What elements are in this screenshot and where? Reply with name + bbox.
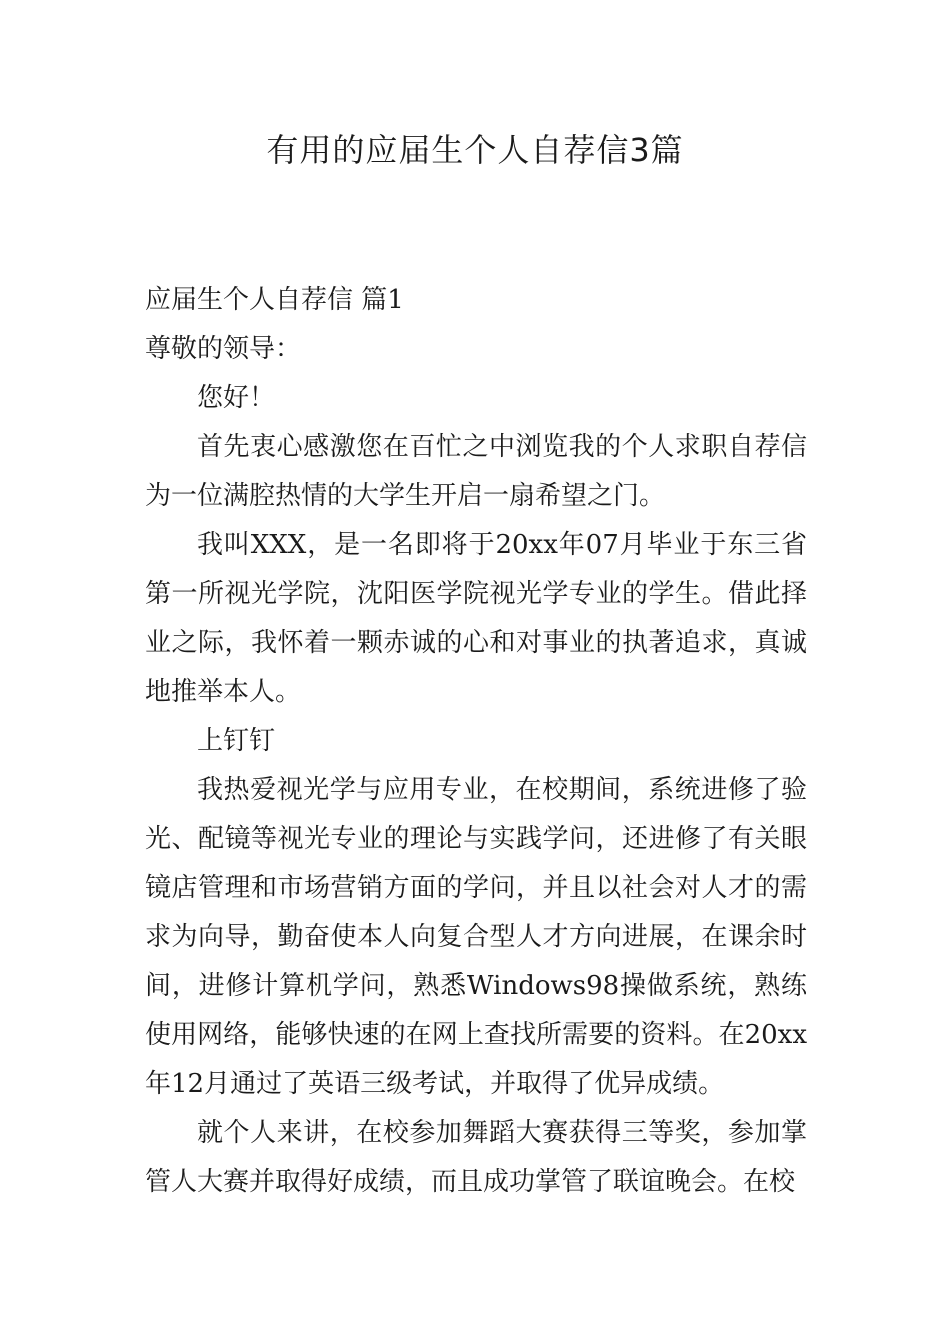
document-body [145,276,807,1207]
paragraph-studies: 我热爱视光学与应用专业，在校期间，系统进修了验光、配镜等视光专业的理论与实践学问，还进修了有关眼镜店管理和市场营销方面的学问，并且以社会对人才的需求为向导，勤奋使本人向复合型人才方向进展，在课余时间，进修计算机学问，熟悉Windows98操做系统，熟练使用网络，能够快速的在网上查找所需要的资料。在20xx年12月通过了英语三级考试，并取得了优异成绩。 [145,775,807,1099]
document-title: 有用的应届生个人自荐信3篇 [266,131,684,169]
paragraph-short-note: 上钉钉 [197,726,276,756]
section-heading: 应届生个人自荐信 篇1 [145,285,404,315]
paragraph-introduction: 我叫XXX，是一名即将于20xx年07月毕业于东三省第一所视光学院，沈阳医学院视光学专业的学生。借此择业之际，我怀着一颗赤诚的心和对事业的执著追求，真诚地推举本人。 [145,530,807,707]
greeting: 您好！ [197,383,276,413]
paragraph-activities: 就个人来讲，在校参加舞蹈大赛获得三等奖，参加掌管人大赛并取得好成绩，而且成功掌管了联谊晚会。在校 [145,1118,807,1197]
paragraph-gratitude: 首先衷心感激您在百忙之中浏览我的个人求职自荐信为一位满腔热情的大学生开启一扇希望之门。 [145,432,807,511]
salutation: 尊敬的领导： [145,334,302,364]
